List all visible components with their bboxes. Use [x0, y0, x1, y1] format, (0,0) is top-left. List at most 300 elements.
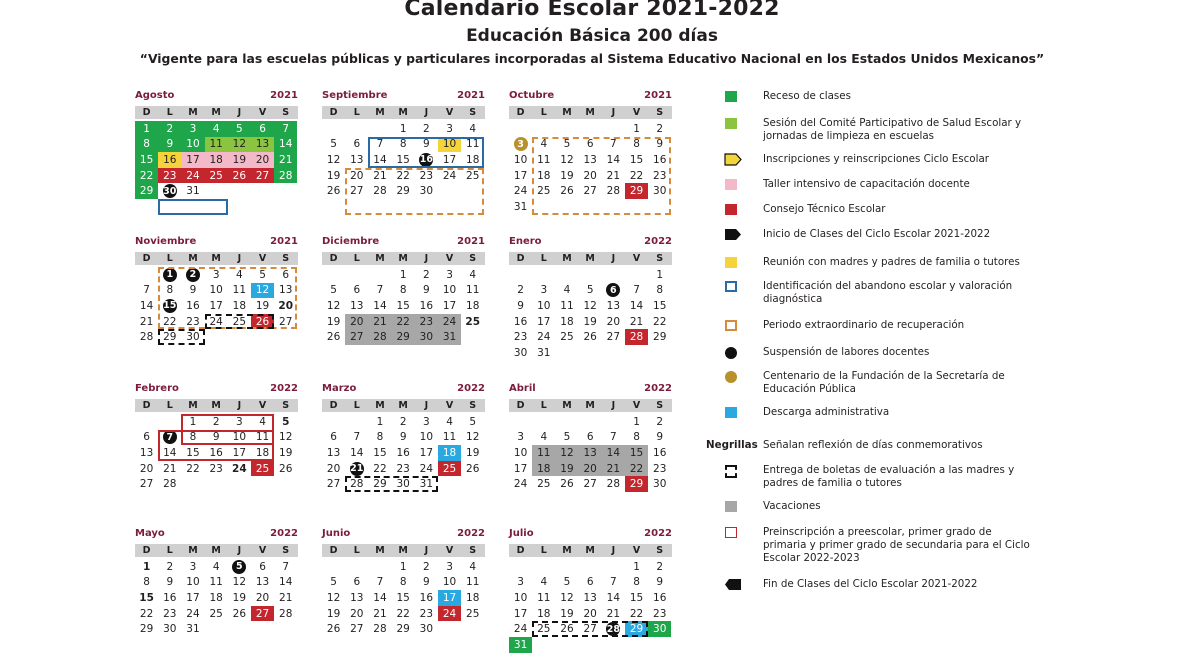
day-cell: 11: [442, 431, 457, 444]
day-cell: 12: [326, 153, 341, 166]
legend-text: Señalan reflexión de días conmemorativos: [763, 439, 983, 451]
day-cell: 16: [158, 152, 181, 168]
day-cell: 8: [166, 284, 174, 297]
legend-text: Taller intensivo de capacitación docente: [763, 178, 970, 190]
day-cell: 30: [163, 623, 177, 636]
day-cell: 28: [606, 478, 621, 491]
month-name: Septiembre: [322, 90, 388, 101]
day-cell: 2: [423, 268, 430, 281]
weekday-label: S: [282, 107, 290, 118]
day-cell: 10: [513, 153, 528, 166]
day-cell: 23: [653, 607, 667, 620]
day-cell: 18: [537, 607, 551, 620]
day-cell: 16: [653, 446, 667, 459]
day-cell: 27: [583, 478, 597, 491]
day-cell: 17: [181, 152, 204, 168]
weekday-label: J: [611, 545, 616, 556]
day-cell: 11: [532, 445, 555, 461]
day-cell: 11: [560, 299, 574, 312]
day-cell: 30: [415, 329, 438, 345]
weekday-label: S: [282, 400, 290, 411]
day-cell: [158, 183, 181, 199]
empty-cell: [135, 267, 158, 283]
day-cell: 2: [158, 121, 181, 137]
day-cell: 29: [373, 478, 387, 491]
day-cell: 15: [629, 591, 644, 604]
month-octubre: [509, 90, 672, 215]
day-cell: 20: [251, 152, 274, 168]
day-cell: 15: [373, 446, 387, 459]
day-grid: [135, 559, 298, 637]
day-cell: 19: [466, 446, 480, 459]
empty-cell: [532, 121, 555, 137]
day-grid: [509, 559, 672, 653]
day-cell: 18: [438, 445, 461, 461]
month-header: [509, 90, 672, 104]
weekday-label: M: [375, 107, 385, 118]
month-name: Julio: [509, 528, 534, 539]
day-cell: 30: [653, 478, 667, 491]
weekday-label: D: [142, 545, 151, 556]
legend-text: Inicio de Clases del Ciclo Escolar 2021-2022: [763, 228, 991, 240]
day-cell: 18: [466, 299, 480, 312]
day-cell: 9: [166, 576, 174, 589]
weekday-label: M: [585, 400, 595, 411]
day-cell: 13: [350, 299, 364, 312]
month-year: 2022: [457, 383, 485, 394]
day-cell: 26: [560, 185, 574, 198]
empty-cell: [368, 559, 391, 575]
day-cell: 11: [466, 576, 480, 589]
day-cell: 19: [326, 315, 341, 328]
month-year: 2021: [270, 236, 298, 247]
month-name: Marzo: [322, 383, 357, 394]
day-cell: 5: [563, 431, 571, 444]
day-cell: 10: [232, 431, 247, 444]
day-cell: 3: [423, 415, 430, 428]
empty-cell: [602, 559, 625, 575]
empty-cell: [555, 559, 578, 575]
day-cell: 21: [606, 169, 621, 182]
day-cell: 8: [189, 431, 197, 444]
month-junio: [322, 528, 485, 637]
day-cell: 16: [396, 446, 410, 459]
day-cell: 21: [373, 169, 387, 182]
day-cell: 14: [606, 153, 621, 166]
weekday-header: [322, 399, 485, 412]
legend-swatch-icon: [725, 371, 737, 383]
day-cell: 28: [368, 329, 391, 345]
month-name: Mayo: [135, 528, 165, 539]
marked-day: 21: [350, 463, 364, 475]
day-cell: 12: [279, 431, 293, 444]
day-cell: 6: [330, 431, 337, 444]
day-grid: [322, 414, 485, 492]
month-year: 2022: [457, 528, 485, 539]
validity-note: “Vigente para las escuelas públicas y particulares incorporadas al Sistema Educativo Nacional en los Estados Unidos Mexicanos”: [139, 51, 1045, 66]
weekday-label: L: [166, 400, 173, 411]
day-cell: 8: [656, 284, 664, 297]
month-header: [322, 236, 485, 250]
day-cell: 18: [466, 153, 480, 166]
day-cell: 11: [537, 591, 551, 604]
legend-label: Negrillas: [706, 439, 758, 451]
day-cell: [158, 267, 181, 283]
legend-text: Entrega de boletas de evaluación a las madres y padres de familia o tutores: [763, 464, 1015, 489]
day-cell: 15: [396, 299, 410, 312]
day-cell: 25: [232, 315, 247, 328]
weekday-header: [135, 106, 298, 119]
day-cell: 26: [560, 623, 574, 636]
day-cell: 30: [513, 346, 528, 359]
day-cell: 2: [423, 122, 430, 135]
empty-cell: [602, 267, 625, 283]
day-cell: 21: [373, 607, 387, 620]
day-cell: 11: [466, 284, 480, 297]
day-cell: 8: [633, 431, 640, 444]
day-cell: 21: [274, 152, 297, 168]
day-cell: 19: [228, 152, 251, 168]
day-cell: 10: [209, 284, 223, 297]
weekday-label: J: [611, 253, 616, 264]
day-cell: 20: [350, 169, 364, 182]
weekday-label: S: [282, 545, 290, 556]
month-header: [322, 528, 485, 542]
day-cell: 1: [376, 415, 384, 428]
day-cell: 7: [376, 576, 384, 589]
day-cell: [158, 430, 181, 446]
weekday-label: M: [562, 545, 572, 556]
day-cell: 24: [209, 315, 223, 328]
day-cell: 9: [517, 299, 524, 312]
day-cell: 7: [282, 560, 290, 573]
day-cell: 25: [466, 169, 480, 182]
day-cell: 10: [438, 137, 461, 153]
day-cell: 28: [163, 478, 177, 491]
weekday-label: J: [237, 400, 242, 411]
month-header: [509, 236, 672, 250]
weekday-label: L: [540, 545, 547, 556]
day-cell: 27: [139, 478, 154, 491]
day-cell: 8: [399, 284, 407, 297]
day-cell: 22: [373, 462, 387, 475]
day-cell: 31: [513, 200, 528, 213]
day-cell: 3: [540, 284, 548, 297]
day-cell: 10: [442, 576, 457, 589]
day-cell: 26: [326, 623, 341, 636]
day-cell: 25: [251, 461, 274, 477]
empty-cell: [579, 414, 602, 430]
day-cell: 7: [610, 138, 617, 151]
day-cell: [345, 461, 368, 477]
day-cell: 19: [279, 446, 293, 459]
day-cell: 12: [326, 591, 341, 604]
day-cell: 16: [653, 153, 667, 166]
weekday-label: M: [585, 107, 595, 118]
weekday-label: M: [398, 400, 408, 411]
day-cell: 19: [560, 169, 574, 182]
day-cell: 2: [166, 560, 174, 573]
weekday-label: M: [211, 400, 221, 411]
weekday-label: J: [424, 107, 429, 118]
day-cell: 20: [345, 314, 368, 330]
day-cell: 24: [438, 606, 461, 622]
day-cell: 29: [392, 329, 415, 345]
legend-swatch-icon: [725, 527, 737, 538]
empty-cell: [579, 121, 602, 137]
day-cell: 29: [653, 331, 667, 344]
day-cell: 23: [209, 462, 223, 475]
empty-cell: [345, 121, 368, 137]
day-cell: 18: [532, 461, 555, 477]
day-cell: 3: [517, 431, 524, 444]
day-cell: 31: [537, 346, 551, 359]
empty-cell: [509, 121, 532, 137]
day-cell: 6: [353, 284, 361, 297]
day-cell: 9: [423, 284, 430, 297]
day-cell: 2: [656, 122, 664, 135]
day-cell: [181, 267, 204, 283]
day-cell: 5: [330, 576, 337, 589]
legend-swatch-icon: [725, 407, 737, 418]
day-cell: 20: [139, 462, 154, 475]
day-cell: 16: [419, 591, 434, 604]
legend-swatch-icon: [725, 204, 737, 215]
legend-text: Consejo Técnico Escolar: [763, 203, 886, 215]
month-mayo: [135, 528, 298, 637]
weekday-label: V: [258, 107, 267, 118]
weekday-label: M: [562, 253, 572, 264]
day-cell: 1: [189, 415, 197, 428]
day-cell: 18: [232, 299, 247, 312]
day-cell: 14: [602, 445, 625, 461]
weekday-label: V: [632, 253, 641, 264]
day-cell: 19: [560, 607, 574, 620]
day-cell: 1: [633, 560, 640, 573]
empty-cell: [532, 414, 555, 430]
day-cell: 26: [583, 331, 597, 344]
day-grid: [135, 267, 298, 345]
weekday-label: S: [656, 400, 664, 411]
period-outline: [158, 199, 228, 215]
empty-cell: [322, 559, 345, 575]
day-cell: 6: [259, 560, 266, 573]
month-header: [509, 528, 672, 542]
day-cell: 11: [466, 138, 480, 151]
weekday-label: D: [329, 253, 338, 264]
day-cell: 10: [537, 299, 551, 312]
day-cell: 29: [396, 185, 410, 198]
day-cell: 13: [139, 446, 154, 459]
weekday-label: D: [142, 400, 151, 411]
day-cell: 8: [135, 137, 158, 153]
day-cell: 24: [513, 478, 528, 491]
day-cell: 22: [396, 169, 410, 182]
day-cell: 25: [537, 185, 551, 198]
weekday-label: L: [353, 545, 360, 556]
day-cell: 27: [345, 329, 368, 345]
day-cell: 30: [648, 621, 671, 637]
day-cell: 17: [513, 169, 528, 182]
day-cell: 20: [350, 607, 364, 620]
day-cell: 22: [629, 169, 644, 182]
weekday-label: M: [398, 545, 408, 556]
day-cell: 21: [606, 607, 621, 620]
weekday-header: [322, 544, 485, 557]
weekday-label: V: [445, 545, 454, 556]
day-cell: 4: [212, 560, 220, 573]
day-grid: [135, 414, 298, 492]
day-cell: 6: [353, 138, 361, 151]
weekday-label: J: [611, 400, 616, 411]
day-cell: 31: [419, 478, 434, 491]
day-cell: 18: [205, 152, 228, 168]
weekday-label: V: [632, 545, 641, 556]
day-cell: 16: [209, 446, 223, 459]
day-cell: 1: [135, 121, 158, 137]
day-cell: 12: [232, 576, 247, 589]
day-cell: 17: [209, 299, 223, 312]
day-cell: 9: [656, 431, 664, 444]
day-cell: 11: [209, 576, 223, 589]
weekday-label: S: [656, 545, 664, 556]
weekday-label: V: [258, 545, 267, 556]
day-cell: 3: [446, 268, 453, 281]
day-cell: 21: [139, 315, 154, 328]
empty-cell: [602, 121, 625, 137]
weekday-label: D: [516, 400, 525, 411]
day-cell: 3: [517, 576, 524, 589]
day-cell: [602, 621, 625, 637]
weekday-label: V: [258, 253, 267, 264]
day-cell: 2: [212, 415, 220, 428]
day-cell: 3: [189, 560, 197, 573]
weekday-label: L: [540, 253, 547, 264]
empty-cell: [322, 414, 345, 430]
weekday-label: S: [469, 400, 477, 411]
day-cell: 10: [181, 137, 204, 153]
day-cell: 9: [423, 138, 430, 151]
day-cell: 28: [625, 329, 648, 345]
day-cell: 8: [633, 576, 640, 589]
weekday-label: J: [237, 107, 242, 118]
day-cell: 15: [625, 445, 648, 461]
day-cell: 26: [279, 462, 293, 475]
weekday-label: S: [282, 253, 290, 264]
day-cell: 14: [373, 591, 387, 604]
day-cell: [602, 283, 625, 299]
day-cell: 28: [606, 185, 621, 198]
day-cell: 11: [255, 431, 270, 444]
day-cell: 25: [438, 461, 461, 477]
weekday-label: V: [445, 107, 454, 118]
weekday-label: L: [166, 545, 173, 556]
weekday-label: L: [353, 400, 360, 411]
month-name: Octubre: [509, 90, 555, 101]
day-cell: 5: [330, 138, 337, 151]
day-cell: 20: [326, 462, 341, 475]
day-cell: 9: [189, 284, 197, 297]
day-cell: 8: [399, 138, 407, 151]
day-cell: 19: [326, 169, 341, 182]
day-cell: 2: [517, 284, 524, 297]
day-cell: 19: [255, 299, 270, 312]
day-cell: 1: [399, 122, 407, 135]
empty-cell: [555, 267, 578, 283]
day-cell: 26: [560, 478, 574, 491]
month-header: [135, 90, 298, 104]
legend-text: Periodo extraordinario de recuperación: [763, 319, 965, 331]
day-cell: 29: [135, 183, 158, 199]
day-cell: 26: [228, 168, 251, 184]
month-header: [322, 383, 485, 397]
weekday-header: [509, 399, 672, 412]
day-cell: 14: [606, 591, 621, 604]
day-cell: 25: [560, 331, 574, 344]
weekday-label: J: [237, 253, 242, 264]
day-cell: 17: [513, 607, 528, 620]
weekday-label: M: [188, 107, 198, 118]
day-cell: 17: [186, 591, 200, 604]
weekday-label: M: [398, 107, 408, 118]
day-cell: 6: [251, 121, 274, 137]
day-grid: [509, 414, 672, 492]
day-cell: 6: [586, 138, 594, 151]
day-cell: 12: [251, 283, 274, 299]
day-cell: 24: [181, 168, 204, 184]
day-cell: 1: [633, 122, 640, 135]
marked-day: 5: [232, 560, 246, 574]
day-cell: 19: [232, 591, 247, 604]
black-tag-icon: [724, 228, 742, 241]
day-cell: 2: [399, 415, 407, 428]
day-cell: 30: [653, 185, 667, 198]
day-cell: 13: [251, 137, 274, 153]
day-cell: 9: [656, 138, 664, 151]
day-cell: 22: [392, 314, 415, 330]
weekday-label: M: [398, 253, 408, 264]
day-cell: 12: [560, 153, 574, 166]
day-cell: 4: [469, 122, 477, 135]
day-cell: 26: [251, 314, 274, 330]
month-septiembre: [322, 90, 485, 199]
day-cell: 26: [326, 185, 341, 198]
legend-text: Fin de Clases del Ciclo Escolar 2021-2022: [763, 578, 978, 590]
legend-swatch-icon: [725, 501, 737, 512]
day-cell: 20: [278, 299, 294, 312]
month-year: 2022: [270, 383, 298, 394]
weekday-label: D: [329, 107, 338, 118]
day-cell: 13: [583, 591, 597, 604]
day-cell: 16: [186, 299, 200, 312]
weekday-label: J: [424, 253, 429, 264]
day-cell: 22: [186, 462, 200, 475]
month-year: 2021: [457, 236, 485, 247]
empty-cell: [509, 414, 532, 430]
day-cell: 15: [396, 153, 410, 166]
day-cell: 14: [274, 137, 297, 153]
day-grid: [509, 267, 672, 361]
empty-cell: [555, 414, 578, 430]
day-cell: 27: [350, 185, 364, 198]
day-cell: 23: [419, 607, 434, 620]
day-cell: 17: [438, 590, 461, 606]
day-cell: 18: [255, 446, 270, 459]
day-cell: 14: [139, 299, 154, 312]
day-cell: 4: [236, 268, 243, 281]
day-cell: 29: [163, 331, 177, 344]
day-cell: 18: [209, 591, 223, 604]
